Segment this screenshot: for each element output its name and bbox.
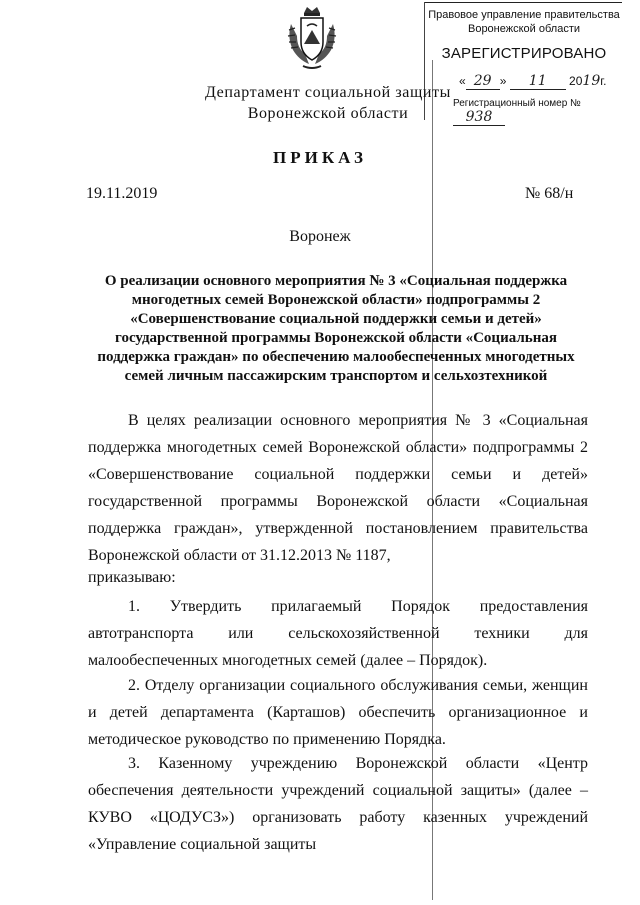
document-city: Воронеж bbox=[289, 228, 351, 245]
stamp-status: ЗАРЕГИСТРИРОВАНО bbox=[441, 45, 607, 62]
document-title bbox=[96, 272, 576, 386]
document-date: 19.11.2019 bbox=[86, 185, 158, 202]
order-item-2: 2. Отделу организации социального обслуживания семьи, женщин и детей департамента (Карташов) обеспечить организационное и методическое руководство по применению Порядка. bbox=[88, 677, 588, 748]
coat-of-arms-emblem bbox=[285, 4, 339, 70]
stamp-month: 11 bbox=[510, 73, 566, 90]
title-line: «Совершенствование социальной поддержки семьи и детей» bbox=[130, 311, 542, 327]
title-line: государственной программы Воронежской области «Социальная bbox=[115, 330, 557, 346]
title-line: многодетных семей Воронежской области» подпрограммы 2 bbox=[131, 292, 541, 308]
stamp-reg-number: 938 bbox=[453, 109, 505, 126]
stamp-year-suffix: 19 bbox=[582, 73, 601, 89]
stamp-year-prefix: 20 bbox=[569, 74, 583, 88]
document-number: № 68/н bbox=[525, 185, 574, 202]
stamp-line-2: Воронежской области bbox=[467, 23, 580, 35]
preamble-paragraph: В целях реализации основного мероприятия № 3 «Социальная поддержка многодетных семей Воронежской области» подпрограммы 2 «Совершенствование социальной поддержки семьи и детей» государственной программы Воронежской области «Социальная поддержка граждан», утвержденной постановлением правительства Воронежской области от 31.12.2013 № 1187, bbox=[88, 412, 588, 564]
order-item-1: 1. Утвердить прилагаемый Порядок предоставления автотранспорта или сельскохозяйственной техники для малообеспеченных многодетных семей (далее – Порядок). bbox=[88, 598, 588, 669]
department-header bbox=[198, 82, 458, 124]
stamp-line-1: Правовое управление правительства bbox=[428, 9, 620, 21]
title-line: поддержка граждан» по обеспечению малообеспеченных многодетных bbox=[97, 349, 575, 365]
department-name: Департамент социальной защиты bbox=[204, 84, 452, 101]
stamp-date: « 29 » 11 2019г. bbox=[459, 73, 607, 89]
stamp-reg-number-line bbox=[453, 98, 622, 126]
order-word: приказываю: bbox=[88, 569, 176, 586]
order-item-3: 3. Казенному учреждению Воронежской области «Центр обеспечения деятельности учреждений социальной защиты» (далее – КУВО «ЦОДУСЗ») организовать работу казенных учреждений «Управление социальной защиты bbox=[88, 755, 588, 853]
stamp-reg-label: Регистрационный номер № bbox=[453, 98, 581, 109]
stamp-year-end: г. bbox=[600, 74, 607, 88]
document-type-heading: ПРИКАЗ bbox=[273, 148, 367, 167]
title-line: О реализации основного мероприятия № 3 «Социальная поддержка bbox=[104, 273, 568, 289]
stamp-day: 29 bbox=[466, 73, 500, 90]
title-line: семей личным пассажирским транспортом и сельхозтехникой bbox=[124, 368, 548, 384]
department-region: Воронежской области bbox=[247, 105, 409, 122]
